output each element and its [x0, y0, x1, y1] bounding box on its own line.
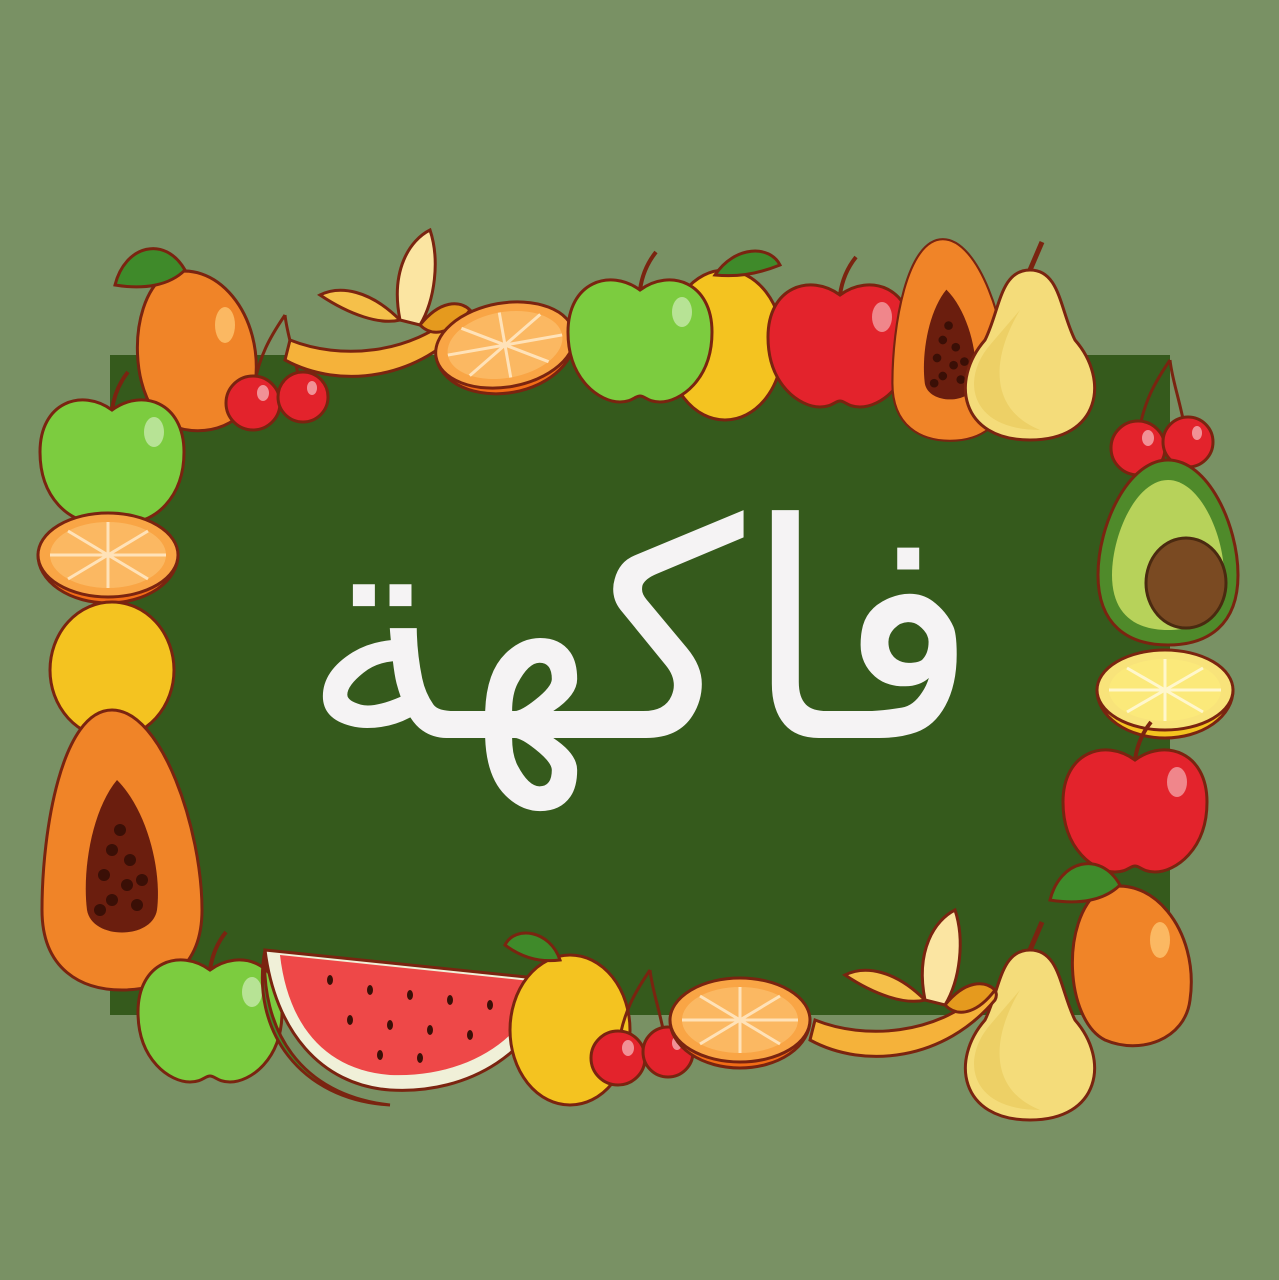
apple-green-top [568, 252, 712, 402]
apple-red-top [768, 257, 912, 407]
orange-bottom [670, 978, 810, 1068]
pear-top [965, 242, 1094, 440]
page-title: فاكهة [301, 460, 979, 809]
